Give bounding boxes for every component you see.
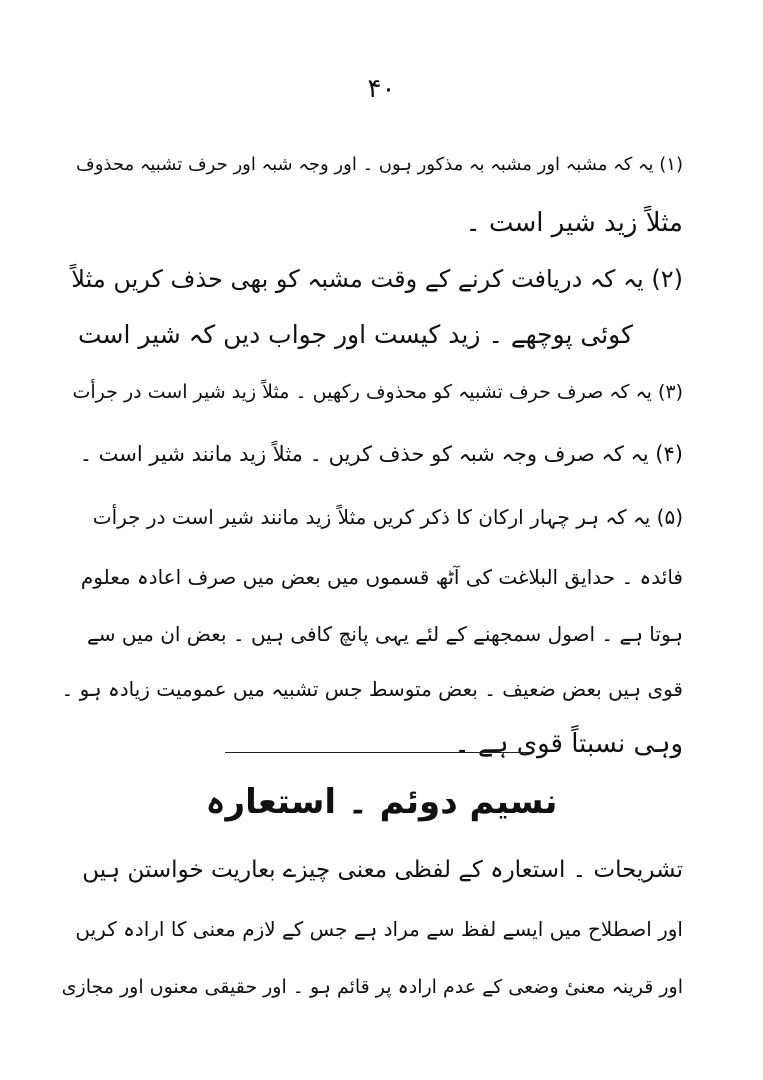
item-4: (۴) یہ کہ صرف وجہ شبہ کو حذف کریں ۔ مثلاً زید مانند شیر است ۔ — [79, 442, 683, 466]
item-3: (۳) یہ کہ صرف حرف تشبیہ کو محذوف رکھیں ۔ مثلاً زید شیر است در جرأت — [72, 381, 683, 403]
tashrihat-line-1: تشریحات ۔ استعارہ کے لفظی معنی چیزے بعاریت خواستن ہیں — [82, 857, 683, 883]
item-1-line-2: مثلاً زید شیر است ۔ — [465, 208, 683, 238]
item-2-line-1: (۲) یہ کہ دریافت کرنے کے وقت مشبہ کو بھی حذف کریں مثلاً — [71, 265, 683, 293]
faida-line-2: ہوتا ہے ۔ اصول سمجھنے کے لئے یہی پانچ کافی ہیں ۔ بعض ان میں سے — [87, 622, 683, 646]
faida-line-3: قوی ہیں بعض ضعیف ۔ بعض متوسط جس تشبیہ میں عمومیت زیادہ ہو ۔ — [61, 677, 683, 701]
item-5: (۵) یہ کہ ہر چہار ارکان کا ذکر کریں مثلاً زید مانند شیر است در جرأت — [92, 505, 683, 529]
tashrihat-line-3: اور قرینہ معنیٔ وضعی کے عدم ارادہ پر قائم ہو ۔ اور حقیقی معنوں اور مجازی — [61, 976, 683, 998]
faida-line-4: وہی نسبتاً قوی ہے ۔ — [454, 729, 683, 759]
section-heading: نسیم دوئم ۔ استعارہ — [205, 782, 558, 822]
item-1-line-1: (۱) یہ کہ مشبہ اور مشبہ بہ مذکور ہوں ۔ اور وجہ شبہ اور حرف تشبیہ محذوف — [76, 154, 683, 175]
tashrihat-line-2: اور اصطلاح میں ایسے لفظ سے مراد ہے جس کے لازم معنی کا ارادہ کریں — [75, 917, 683, 941]
faida-line-1: فائدہ ۔ حدایق البلاغت کی آٹھ قسموں میں بعض میں صرف اعادہ معلوم — [80, 565, 683, 589]
item-2-line-2: کوئی پوچھے ۔ زید کیست اور جواب دیں کہ شیر است — [77, 320, 633, 349]
page-number: ۴۰ — [367, 74, 396, 104]
section-divider — [225, 752, 530, 753]
